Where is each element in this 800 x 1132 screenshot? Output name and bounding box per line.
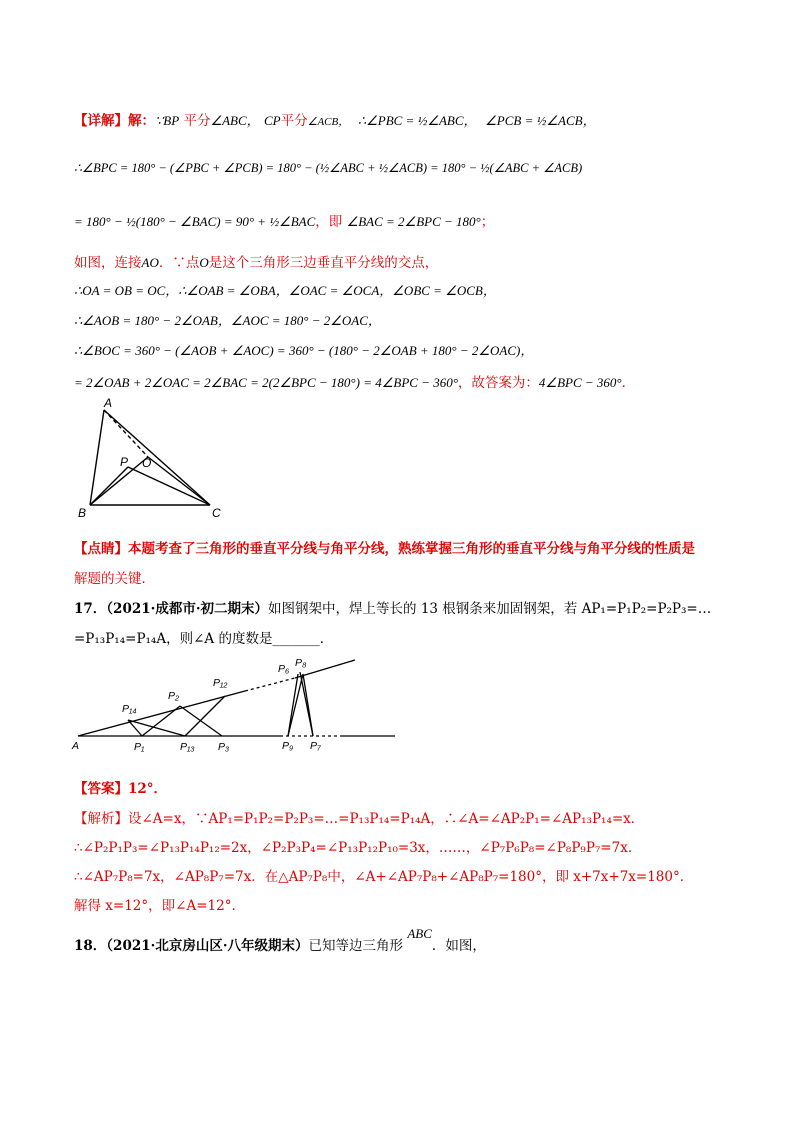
q18-math-abc: ABC <box>407 926 432 941</box>
fig2-label-p1: P₁ <box>134 741 145 753</box>
bar-p1-p2 <box>142 706 180 736</box>
bar-p2-p3 <box>180 706 222 736</box>
math-line8: = 2∠OAB + 2∠OAC = 2∠BAC = 2(2∠BPC − 180°) = 4∠BPC − 360° <box>74 375 458 390</box>
q17-analysis-3: ∴∠AP₇P₈=7x，∠AP₈P₇=7x．在△AP₇P₈中，∠A+∠AP₇P₈+∠AP₈P₇=180°，即 x+7x+7x=180°． <box>74 869 694 885</box>
text-point: ．∵点 <box>158 255 200 271</box>
q18-line <box>74 926 486 954</box>
note-line-2: 解题的关键． <box>74 571 155 587</box>
math-ao: AO <box>141 255 159 270</box>
bar-p9-p8 <box>288 674 298 736</box>
bar-p9-p6 <box>288 674 303 736</box>
fig2-label-p14: P₁₄ <box>122 703 137 715</box>
math-answer: 4∠BPC − 360° <box>538 375 622 390</box>
q17-analysis-4: 解得 x=12°，即∠A=12°． <box>74 898 245 914</box>
fig2-label-p8: P₈ <box>295 657 307 669</box>
text-bisect-1: 平分 <box>183 113 211 129</box>
q18-text-a: 已知等边三角形 <box>308 938 404 954</box>
text-ji: ，即 <box>315 214 343 230</box>
math-bp: ∵BP <box>155 113 180 128</box>
bar-p7-p8 <box>300 672 313 736</box>
text-connect: 如图，连接 <box>74 255 142 271</box>
note-text-1: 【点睛】本题考查了三角形的垂直平分线与角平分线，熟练掌握三角形的垂直平分线与角平分线的性质是 <box>74 541 695 557</box>
solution-line-8 <box>74 371 635 391</box>
math-o: O <box>199 255 209 270</box>
segment-bo <box>90 457 148 505</box>
math-abc: ∠ABC， <box>210 113 260 128</box>
q17-line-2: =P₁₃P₁₄=P₁₄A，则∠A 的度数是_______． <box>74 631 334 647</box>
label-a: A <box>104 396 113 410</box>
math-acb: ∠ACB， <box>307 116 350 128</box>
q18-number: 18． <box>74 938 107 954</box>
q17-analysis-2: ∴∠P₂P₁P₃=∠P₁₃P₁₄P₁₂=2x，∠P₂P₃P₄=∠P₁₃P₁₂P₁₀=3x，……，∠P₇P₆P₈=∠P₈P₉P₇=7x． <box>74 840 642 856</box>
text-intersection: 是这个三角形三边垂直平分线的交点， <box>208 255 439 271</box>
q17-answer: 【答案】12°． <box>74 781 168 797</box>
label-b: B <box>78 506 87 520</box>
label-o: O <box>142 456 152 470</box>
fig2-label-p6: P₆ <box>278 663 290 675</box>
fig2-label-a: A <box>72 740 80 752</box>
math-pcb: ∠PCB = ½∠ACB， <box>485 113 596 128</box>
text-answer-is: ，故答案为： <box>457 375 539 391</box>
solution-line-1 <box>74 109 596 129</box>
fig2-label-p9: P₉ <box>282 740 294 752</box>
upper-ray-dotted <box>245 678 295 691</box>
q17-line-1 <box>74 597 711 617</box>
q17-analysis-1: 【解析】设∠A=x，∵AP₁=P₁P₂=P₂P₃=…=P₁₃P₁₄=P₁₄A，∴∠A=∠AP₂P₁=∠AP₁₃P₁₄=x． <box>74 811 645 827</box>
q17-number: 17． <box>74 601 107 617</box>
steel-frame-figure <box>70 648 400 758</box>
label-c: C <box>212 506 221 520</box>
q18-source: （2021·北京房山区·八年级期末） <box>106 938 309 954</box>
fig2-label-p2: P₂ <box>168 690 180 702</box>
q17-text-1: 如图钢架中，焊上等长的 13 根钢条来加固钢架，若 AP₁=P₁P₂=P₂P₃=… <box>268 601 712 617</box>
math-bac-result: ∠BAC = 2∠BPC − 180° <box>346 214 481 229</box>
solution-line-3 <box>74 210 494 230</box>
triangle-figure <box>70 395 240 520</box>
solution-line-5: ∴OA = OB = OC，∴∠OAB = ∠OBA，∠OAC = ∠OCA，∠OBC = ∠OCB， <box>74 283 496 298</box>
edge-ab <box>90 410 104 505</box>
fig2-label-p3: P₃ <box>218 741 230 753</box>
text-semicolon: ； <box>480 214 495 230</box>
dashed-ao <box>104 410 148 457</box>
text-bisect-2: 平分 <box>280 113 308 129</box>
detail-label: 【详解】解： <box>74 113 155 129</box>
math-line3: = 180° − ½(180° − ∠BAC) = 90° + ½∠BAC <box>74 214 316 229</box>
label-p: P <box>120 455 129 469</box>
fig2-label-p13: P₁₃ <box>180 741 195 753</box>
text-period: ． <box>621 375 636 391</box>
solution-line-2: ∴∠BPC = 180° − (∠PBC + ∠PCB) = 180° − (½∠ABC + ½∠ACB) = 180° − ½(∠ABC + ∠ACB) <box>74 161 583 175</box>
fig2-label-p7: P₇ <box>310 740 321 752</box>
q18-text-c: ．如图， <box>431 938 486 954</box>
segment-bp <box>90 467 128 505</box>
solution-line-6: ∴∠AOB = 180° − 2∠OAB，∠AOC = 180° − 2∠OAC， <box>74 313 381 328</box>
math-cp: CP <box>263 113 281 128</box>
solution-line-4 <box>74 251 438 271</box>
note-line-1 <box>74 537 695 557</box>
q17-source: （2021·成都市·初二期末） <box>106 601 269 617</box>
bar-p14-p13 <box>128 720 185 736</box>
fig2-label-p12: P₁₂ <box>213 677 228 689</box>
solution-line-7: ∴∠BOC = 360° − (∠AOB + ∠AOC) = 360° − (180° − 2∠OAB + 180° − 2∠OAC)， <box>74 343 534 358</box>
math-pbc: ∴∠PBC = ½∠ABC， <box>357 113 477 128</box>
